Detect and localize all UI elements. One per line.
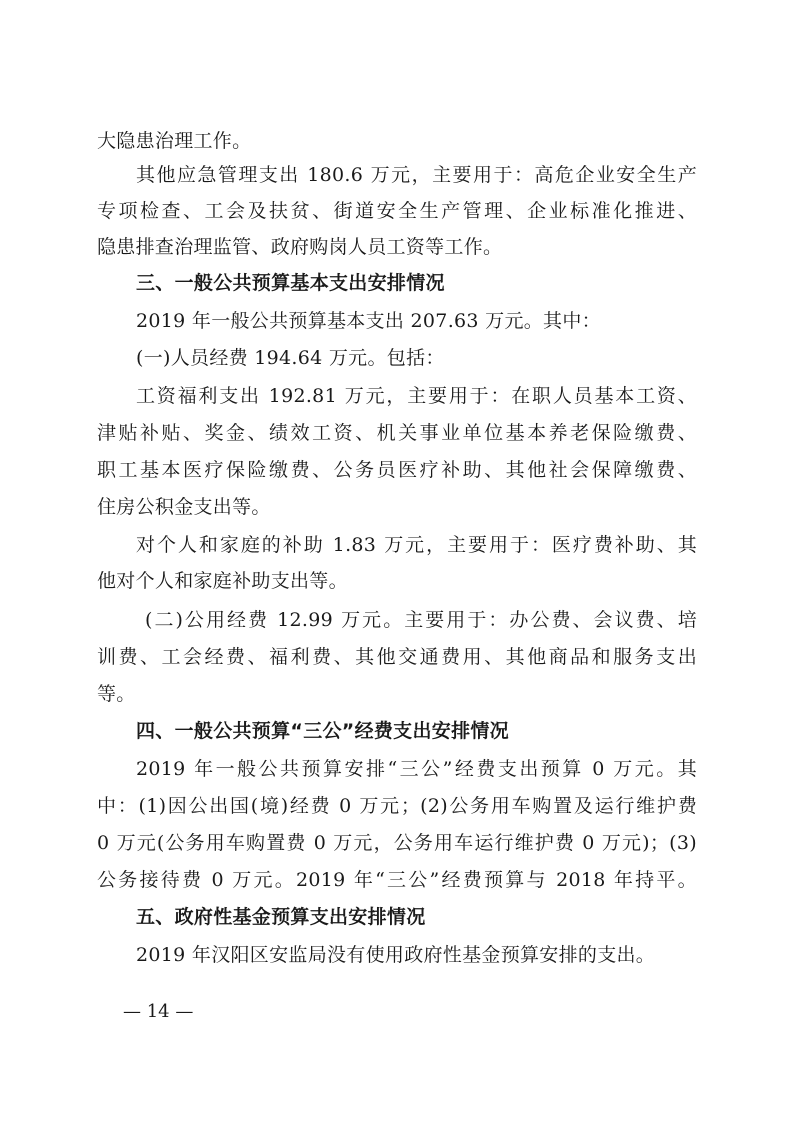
paragraph-line: 2019 年一般公共预算基本支出 207.63 万元。其中： xyxy=(136,310,601,332)
paragraph-line: 职工基本医疗保险缴费、公务员医疗补助、其他社会保障缴费、 xyxy=(97,459,697,481)
paragraph-line: 训费、工会经费、福利费、其他交通费用、其他商品和服务支出 xyxy=(97,646,697,668)
paragraph-line: 中：(1)因公出国(境)经费 0 万元；(2)公务用车购置及运行维护费 xyxy=(97,795,697,817)
paragraph-line: 住房公积金支出等。 xyxy=(97,496,271,518)
paragraph-line: 2019 年汉阳区安监局没有使用政府性基金预算安排的支出。 xyxy=(136,944,656,966)
section-heading: 四、一般公共预算“三公”经费支出安排情况 xyxy=(136,720,509,742)
paragraph-line: 0 万元(公务用车购置费 0 万元，公务用车运行维护费 0 万元)；(3) xyxy=(97,832,697,854)
paragraph-line: 其他应急管理支出 180.6 万元，主要用于：高危企业安全生产 xyxy=(136,164,697,186)
paragraph-line: 大隐患治理工作。 xyxy=(97,130,252,152)
paragraph-line: 2019 年一般公共预算安排“三公”经费支出预算 0 万元。其 xyxy=(136,758,697,780)
paragraph-line: 工资福利支出 192.81 万元，主要用于：在职人员基本工资、 xyxy=(136,385,697,407)
paragraph-line: 隐患排查治理监管、政府购岗人员工资等工作。 xyxy=(97,236,503,258)
paragraph-line: (一)人员经费 194.64 万元。包括： xyxy=(136,347,445,369)
paragraph-line: (二)公用经费 12.99 万元。主要用于：办公费、会议费、培 xyxy=(145,609,697,631)
paragraph-line: 公务接待费 0 万元。2019 年“三公”经费预算与 2018 年持平。 xyxy=(97,869,697,891)
page-number: — 14 — xyxy=(123,1001,194,1022)
paragraph-line: 津贴补贴、奖金、绩效工资、机关事业单位基本养老保险缴费、 xyxy=(97,422,697,444)
paragraph-line: 等。 xyxy=(97,683,136,705)
section-heading: 五、政府性基金预算支出安排情况 xyxy=(136,906,426,928)
paragraph-line: 对个人和家庭的补助 1.83 万元，主要用于：医疗费补助、其 xyxy=(136,534,697,556)
paragraph-line: 他对个人和家庭补助支出等。 xyxy=(97,570,348,592)
paragraph-line: 专项检查、工会及扶贫、街道安全生产管理、企业标准化推进、 xyxy=(97,200,697,222)
section-heading: 三、一般公共预算基本支出安排情况 xyxy=(136,272,445,294)
